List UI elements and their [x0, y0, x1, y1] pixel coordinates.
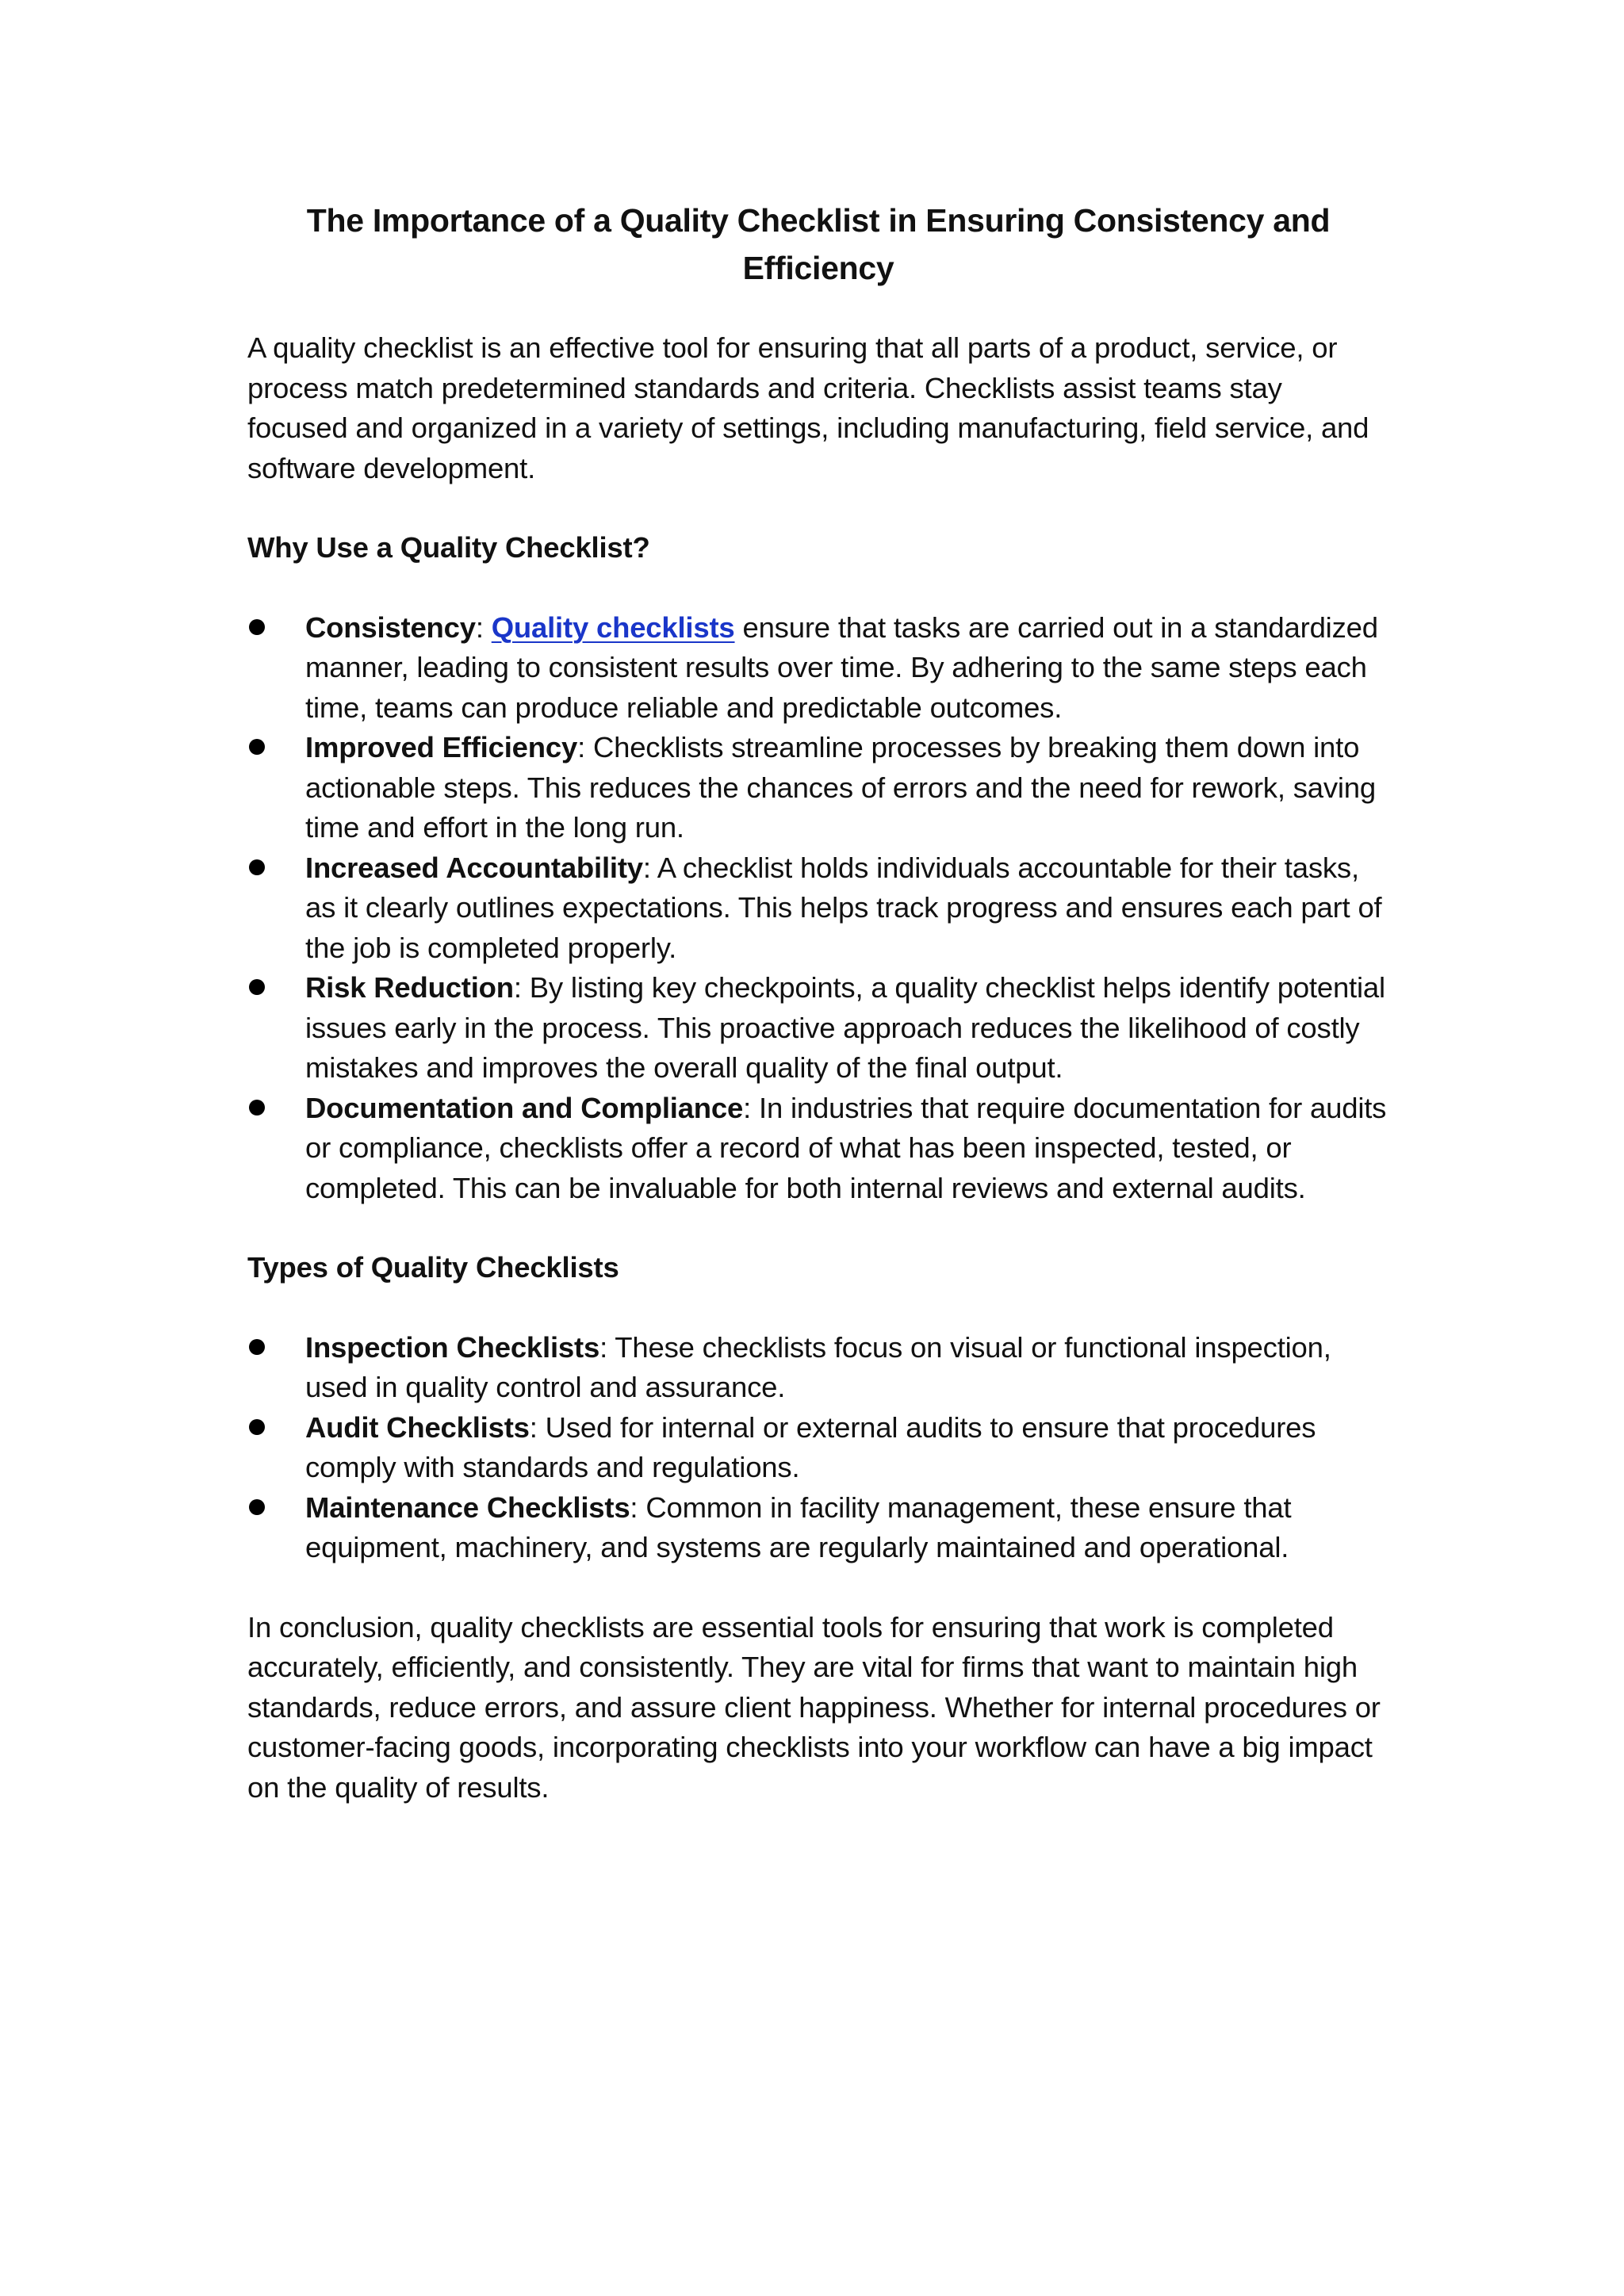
- bullet-text: Common in facility management, these ensure that equipment, machinery, and systems are regularly maintained and operational.: [305, 1490, 1292, 1563]
- bullet-separator: :: [642, 851, 657, 884]
- bullet-term: Maintenance Checklists: [305, 1490, 630, 1524]
- bullet-term: Consistency: [305, 610, 476, 644]
- bullet-separator: :: [630, 1490, 646, 1524]
- bullet-icon: [249, 1100, 265, 1115]
- bullet-icon: [249, 1499, 265, 1515]
- bullet-term: Documentation and Compliance: [305, 1091, 744, 1124]
- bullet-icon: [249, 739, 265, 755]
- bullet-icon: [249, 1419, 265, 1435]
- bullet-icon: [249, 859, 265, 875]
- intro-paragraph: A quality checklist is an effective tool for ensuring that all parts of a product, service, or process match predetermined standards and criteria. Checklists assist teams stay focused and organized in a variety of settings, including manufacturing, field service, and software development.: [247, 331, 1369, 484]
- conclusion-paragraph: In conclusion, quality checklists are essential tools for ensuring that work is completed accurately, efficiently, and consistently. They are vital for firms that want to maintain high standards, reduce errors, and assure client happiness. Whether for internal procedures or customer-facing goods, incorporating checklists into your workflow can have a big impact on the quality of results.: [247, 1610, 1381, 1804]
- bullet-text: ensure that tasks are carried out in a standardized manner, leading to consistent results over time. By adhering to the same steps each time, teams can produce reliable and predictable outcomes.: [305, 610, 1378, 724]
- bullet-term: Audit Checklists: [305, 1410, 530, 1444]
- list-item: [247, 968, 1389, 1089]
- bullet-text: By listing key checkpoints, a quality checklist helps identify potential issues early in the process. This proactive approach reduces the likelihood of costly mistakes and improves the overall quality of the final output.: [305, 971, 1385, 1084]
- bullet-separator: :: [475, 610, 492, 644]
- list-item: [247, 848, 1389, 969]
- bullet-text: Checklists streamline processes by breaking them down into actionable steps. This reduces the chances of errors and the need for rework, saving time and effort in the long run.: [305, 731, 1377, 844]
- why-section-heading: Why Use a Quality Checklist?: [247, 531, 650, 564]
- bullet-icon: [249, 619, 265, 635]
- types-bullet-list: [247, 1328, 1389, 1568]
- bullet-text: A checklist holds individuals accountable for their tasks, as it clearly outlines expectations. This helps track progress and ensures each part of the job is completed properly.: [305, 851, 1382, 964]
- bullet-term: Increased Accountability: [305, 851, 643, 884]
- bullet-text: In industries that require documentation for audits or compliance, checklists offer a record of what has been inspected, tested, or completed. This can be invaluable for both internal reviews and external audits.: [305, 1091, 1387, 1204]
- list-item: [247, 608, 1389, 729]
- document-page: [247, 197, 1389, 1808]
- list-item: [247, 1089, 1389, 1209]
- why-bullet-list: [247, 608, 1389, 1209]
- bullet-separator: :: [577, 731, 593, 763]
- bullet-icon: [249, 1339, 265, 1355]
- bullet-term: Improved Efficiency: [305, 731, 578, 763]
- bullet-term: Inspection Checklists: [305, 1330, 600, 1364]
- bullet-text: Used for internal or external audits to ensure that procedures comply with standards and regulations.: [305, 1410, 1316, 1483]
- document-title: The Importance of a Quality Checklist in Ensuring Consistency and Efficiency: [306, 202, 1331, 286]
- bullet-separator: :: [743, 1091, 759, 1124]
- bullet-icon: [249, 979, 265, 995]
- list-item: [247, 1408, 1389, 1488]
- bullet-term: Risk Reduction: [305, 971, 514, 1004]
- list-item: [247, 1488, 1389, 1568]
- types-section-heading: Types of Quality Checklists: [247, 1251, 619, 1284]
- bullet-separator: :: [599, 1330, 615, 1364]
- quality-checklists-link[interactable]: Quality checklists: [491, 610, 735, 644]
- list-item: [247, 1328, 1389, 1408]
- bullet-separator: :: [529, 1410, 546, 1444]
- list-item: [247, 728, 1389, 848]
- bullet-separator: :: [513, 971, 530, 1004]
- bullet-text: These checklists focus on visual or functional inspection, used in quality control and assurance.: [305, 1330, 1331, 1403]
